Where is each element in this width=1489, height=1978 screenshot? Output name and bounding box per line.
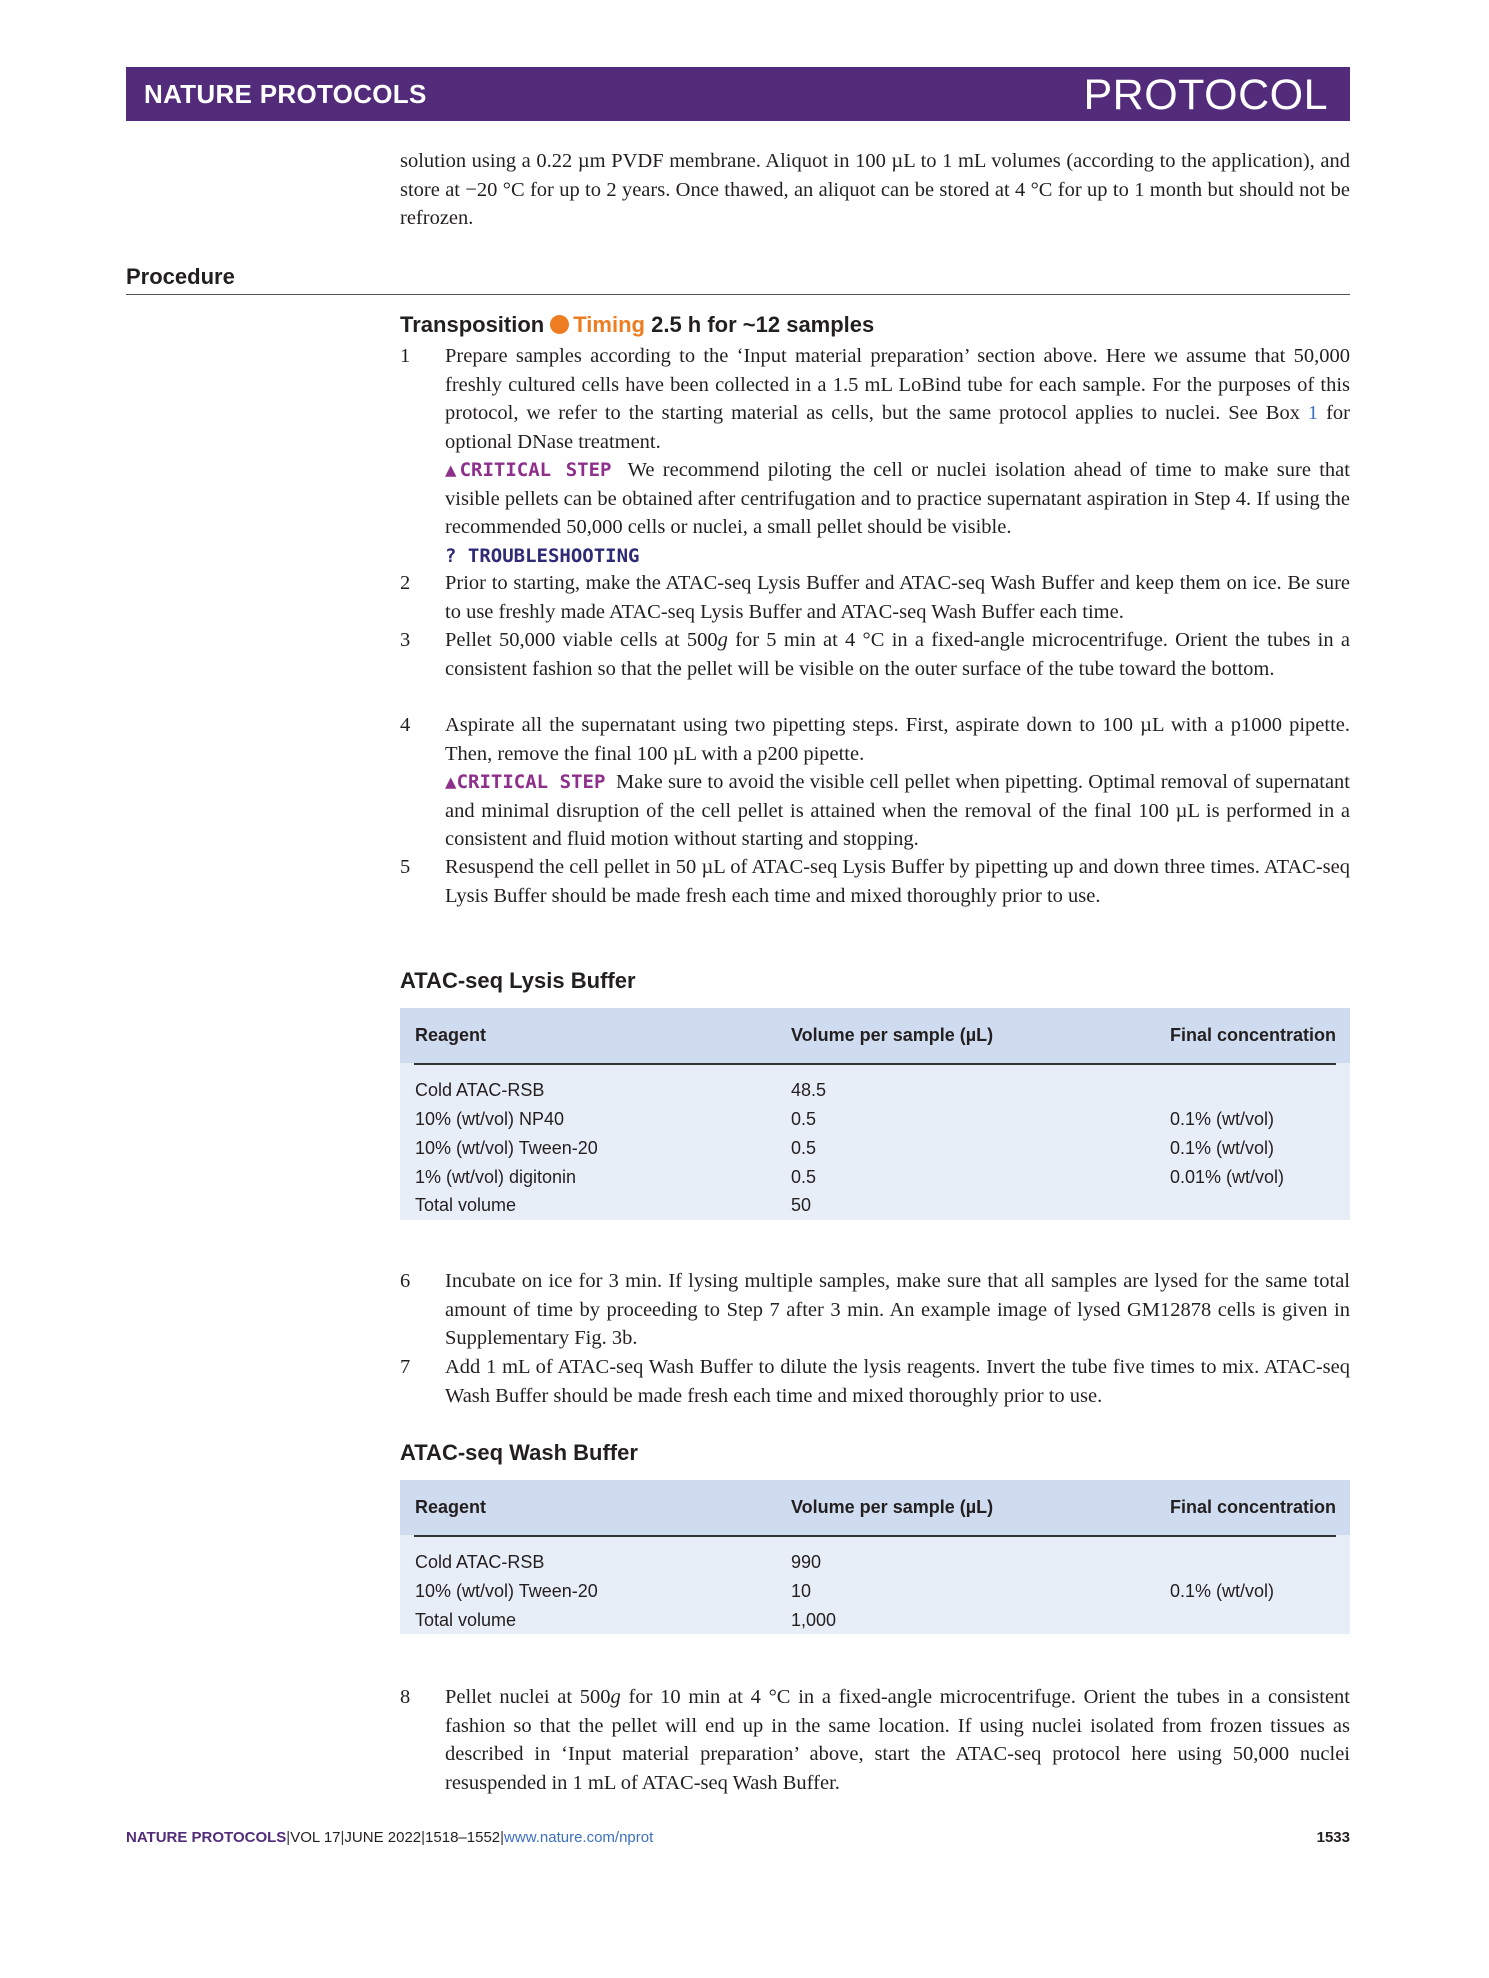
footer-pages: 1518–1552 xyxy=(425,1829,501,1846)
step-text: for optional DNase treatment. xyxy=(445,402,1350,453)
cell-concentration: 0.01% (wt/vol) xyxy=(1170,1167,1285,1187)
step-7 xyxy=(400,1353,1350,1410)
cell-reagent: Cold ATAC-RSB xyxy=(415,1080,545,1100)
footer-separator: | xyxy=(500,1829,505,1846)
footer-separator: | xyxy=(340,1829,345,1846)
transposition-title: Transposition xyxy=(400,312,545,337)
cell-concentration: 0.1% (wt/vol) xyxy=(1170,1109,1275,1129)
column-header: Final concentration xyxy=(1169,1025,1336,1045)
column-header: Reagent xyxy=(415,1025,487,1045)
step-number: 6 xyxy=(400,1270,411,1292)
cell-volume: 48.5 xyxy=(791,1080,827,1100)
step-text: Pellet nuclei at 500 xyxy=(445,1686,611,1708)
table-row xyxy=(400,1581,1350,1610)
g-force-symbol: g xyxy=(610,1686,621,1708)
cell-reagent: 10% (wt/vol) Tween-20 xyxy=(415,1581,598,1601)
cell-reagent: 10% (wt/vol) NP40 xyxy=(415,1109,565,1129)
table-row xyxy=(400,1138,1350,1167)
intro-paragraph: solution using a 0.22 µm PVDF membrane. Aliquot in 100 µL to 1 mL volumes (according to the application), and store at −20 °C for up to 2 years. Once thawed, an aliquot can be stored at 4 °C for up to 1 month but should not be refrozen. xyxy=(400,150,1350,229)
cell-volume: 0.5 xyxy=(791,1167,817,1187)
page-number: 1533 xyxy=(1316,1829,1350,1846)
step-2 xyxy=(400,569,1350,626)
critical-step-text: Make sure to avoid the visible cell pellet when pipetting. Optimal removal of supernatant and minimal disruption of the cell pellet is attained when the removal of the final 100 µL is performed in a consistent and fluid motion without starting and stopping. xyxy=(445,771,1351,850)
troubleshooting-link[interactable]: ? TROUBLESHOOTING xyxy=(445,544,640,567)
wash-buffer-table xyxy=(400,1480,1350,1634)
step-text: for 10 min at 4 °C in a fixed-angle microcentrifuge. Orient the tubes in a consistent fashion so that the pellet will end up in the same location. If using nuclei isolated from frozen tissues as described in ‘Input material preparation’ above, start the ATAC-seq protocol here using 50,000 nuclei resuspended in 1 mL of ATAC-seq Wash Buffer. xyxy=(445,1686,1350,1794)
step-number: 5 xyxy=(400,856,411,878)
cell-concentration: 0.1% (wt/vol) xyxy=(1170,1138,1275,1158)
column-header: Volume per sample (µL) xyxy=(791,1497,994,1517)
step-text: Pellet 50,000 viable cells at 500 xyxy=(445,629,718,651)
footer-url-link[interactable]: www.nature.com/nprot xyxy=(504,1829,654,1846)
step-text: Resuspend the cell pellet in 50 µL of ATAC-seq Lysis Buffer by pipetting up and down three times. ATAC-seq Lysis Buffer should be made fresh each time and mixed thoroughly prior to use. xyxy=(445,856,1350,907)
cell-volume: 10 xyxy=(791,1581,812,1601)
table-row xyxy=(400,1167,1350,1196)
footer-journal: NATURE PROTOCOLS xyxy=(126,1829,287,1846)
table-rule xyxy=(414,1535,1336,1537)
table-row xyxy=(400,1552,1350,1581)
table-row xyxy=(400,1610,1350,1639)
step-text: for 5 min at 4 °C in a fixed-angle microcentrifuge. Orient the tubes in a consistent fashion so that the pellet will be visible on the outer surface of the tube toward the bottom. xyxy=(445,629,1350,680)
timing-value: 2.5 h for ~12 samples xyxy=(651,312,875,337)
timing-dot-icon xyxy=(550,315,569,334)
cell-reagent: Total volume xyxy=(415,1195,517,1215)
box-link[interactable]: 1 xyxy=(1307,402,1319,424)
g-force-symbol: g xyxy=(717,629,728,651)
step-5 xyxy=(400,853,1350,910)
column-header: Final concentration xyxy=(1169,1497,1336,1517)
transposition-heading xyxy=(400,312,874,338)
critical-step-label: ▲CRITICAL STEP xyxy=(445,459,612,481)
critical-step-label: ▲CRITICAL STEP xyxy=(445,771,606,793)
step-number: 4 xyxy=(400,714,411,736)
step-6 xyxy=(400,1267,1350,1353)
journal-header-bar xyxy=(126,67,1350,121)
table-row xyxy=(400,1195,1350,1224)
footer-separator: | xyxy=(421,1829,426,1846)
cell-reagent: Total volume xyxy=(415,1610,517,1630)
table-row xyxy=(400,1080,1350,1109)
step-4 xyxy=(400,711,1350,854)
step-number: 2 xyxy=(400,572,411,594)
column-header: Volume per sample (µL) xyxy=(791,1025,994,1045)
step-text: Prepare samples according to the ‘Input material preparation’ section above. Here we assume that 50,000 freshly cultured cells have been collected in a 1.5 mL LoBind tube for each sample. For the purposes of this protocol, we refer to the starting material as cells, but the same protocol applies to nuclei. See Box xyxy=(445,345,1350,424)
cell-concentration: 0.1% (wt/vol) xyxy=(1170,1581,1275,1601)
cell-volume: 0.5 xyxy=(791,1109,817,1129)
cell-volume: 1,000 xyxy=(791,1610,837,1630)
table-row xyxy=(400,1109,1350,1138)
table-header xyxy=(400,1480,1350,1535)
footer-date: JUNE 2022 xyxy=(344,1829,422,1846)
wash-table-title: ATAC-seq Wash Buffer xyxy=(400,1440,638,1465)
step-number: 7 xyxy=(400,1356,411,1378)
article-type: PROTOCOL xyxy=(1083,71,1328,119)
table-rule xyxy=(414,1063,1336,1065)
step-text: Aspirate all the supernatant using two pipetting steps. First, aspirate down to 100 µL with a p1000 pipette. Then, remove the final 100 µL with a p200 pipette. xyxy=(445,714,1350,765)
lysis-table-title: ATAC-seq Lysis Buffer xyxy=(400,968,636,993)
table-header xyxy=(400,1008,1350,1063)
column-header: Reagent xyxy=(415,1497,487,1517)
step-text: Incubate on ice for 3 min. If lysing multiple samples, make sure that all samples are lysed for the same total amount of time by proceeding to Step 7 after 3 min. An example image of lysed GM12878 cells is given in Supplementary Fig. 3b. xyxy=(445,1270,1350,1349)
step-text: Prior to starting, make the ATAC-seq Lysis Buffer and ATAC-seq Wash Buffer and keep them on ice. Be sure to use freshly made ATAC-seq Lysis Buffer and ATAC-seq Wash Buffer each time. xyxy=(445,572,1350,623)
cell-volume: 990 xyxy=(791,1552,822,1572)
step-3 xyxy=(400,626,1350,683)
footer-separator: | xyxy=(286,1829,291,1846)
procedure-heading: Procedure xyxy=(126,264,1350,295)
step-1 xyxy=(400,342,1350,570)
step-text: Add 1 mL of ATAC-seq Wash Buffer to dilute the lysis reagents. Invert the tube five times to mix. ATAC-seq Wash Buffer should be made fresh each time and mixed thoroughly prior to use. xyxy=(445,1356,1350,1407)
cell-reagent: 1% (wt/vol) digitonin xyxy=(415,1167,577,1187)
lysis-buffer-table xyxy=(400,1008,1350,1220)
cell-reagent: 10% (wt/vol) Tween-20 xyxy=(415,1138,598,1158)
journal-name: NATURE PROTOCOLS xyxy=(144,79,427,109)
page-footer xyxy=(126,1829,1350,1846)
cell-reagent: Cold ATAC-RSB xyxy=(415,1552,545,1572)
step-8 xyxy=(400,1683,1350,1797)
timing-label: Timing xyxy=(573,312,645,337)
cell-volume: 50 xyxy=(791,1195,812,1215)
step-number: 8 xyxy=(400,1686,411,1708)
cell-volume: 0.5 xyxy=(791,1138,817,1158)
footer-volume: VOL 17 xyxy=(290,1829,341,1846)
critical-step-text: We recommend piloting the cell or nuclei isolation ahead of time to make sure that visible pellets can be obtained after centrifugation and to practice supernatant aspiration in Step 4. If using the recommended 50,000 cells or nuclei, a small pellet should be visible. xyxy=(445,459,1350,538)
step-number: 1 xyxy=(400,345,411,367)
step-number: 3 xyxy=(400,629,411,651)
